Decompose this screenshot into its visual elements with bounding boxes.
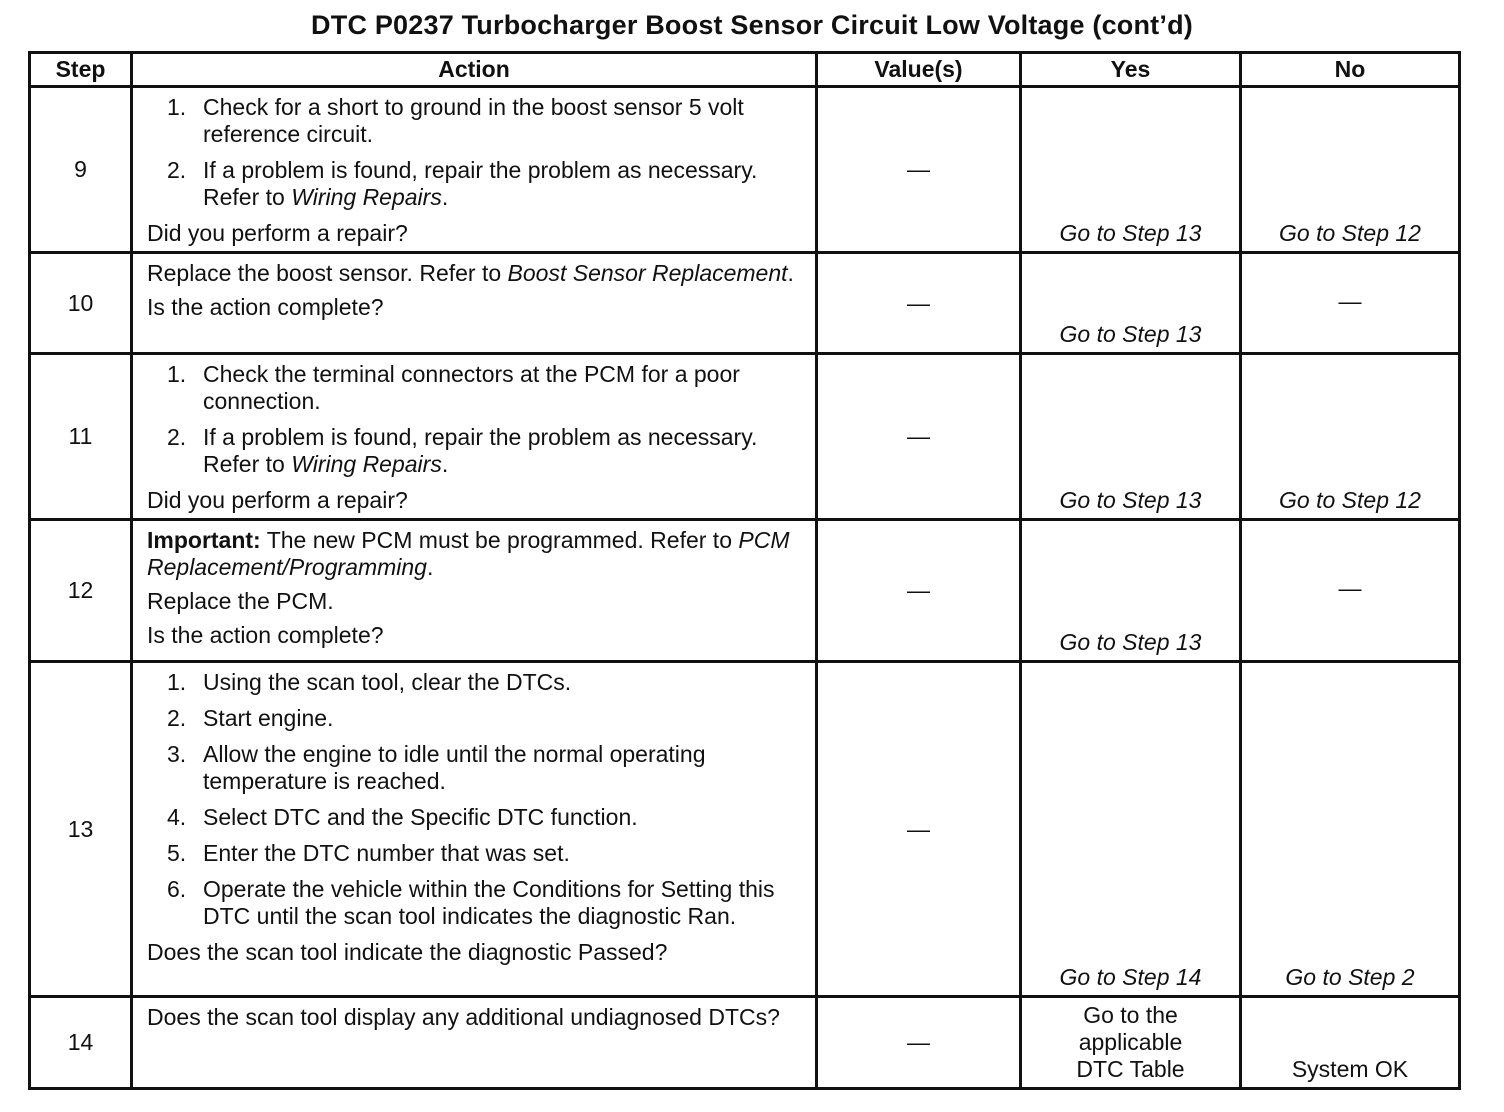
yes-cell: Go to the applicable DTC Table [1021, 997, 1241, 1089]
list-item: 6. Operate the vehicle within the Conditions for Setting this DTC until the scan tool indicates the diagnostic Ran. [167, 876, 775, 929]
step-number: 12 [30, 520, 132, 662]
list-item: 2. If a problem is found, repair the problem as necessary. Refer to Wiring Repairs. [167, 157, 758, 210]
reference-link: Wiring Repairs [291, 184, 442, 210]
yes-cell: Go to Step 13 [1021, 253, 1241, 354]
table-row [30, 662, 1460, 997]
action-question: Does the scan tool indicate the diagnostic Passed? [147, 939, 668, 965]
action-question: Did you perform a repair? [147, 487, 408, 513]
no-cell: — [1241, 520, 1460, 662]
diagnostic-table [28, 51, 1461, 1090]
action-text: Replace the PCM. [147, 588, 334, 614]
table-header-row [30, 53, 1460, 87]
header-action: Action [132, 53, 817, 87]
table-row [30, 87, 1460, 253]
list-item: 1. Using the scan tool, clear the DTCs. [167, 669, 572, 695]
list-item: 1. Check for a short to ground in the boost sensor 5 volt reference circuit. [167, 94, 744, 147]
no-cell: Go to Step 12 [1241, 87, 1460, 253]
table-row [30, 253, 1460, 354]
list-item: 1. Check the terminal connectors at the PCM for a poor connection. [167, 361, 740, 414]
yes-cell: Go to Step 14 [1021, 662, 1241, 997]
reference-link: Boost Sensor Replacement [507, 260, 788, 286]
step-number: 14 [30, 997, 132, 1089]
header-yes: Yes [1021, 53, 1241, 87]
header-step: Step [30, 53, 132, 87]
document-title: DTC P0237 Turbocharger Boost Sensor Circuit Low Voltage (cont’d) [311, 10, 1193, 40]
no-cell: System OK [1241, 997, 1460, 1089]
action-cell [132, 354, 817, 520]
value-cell: — [817, 354, 1021, 520]
value-cell: — [817, 997, 1021, 1089]
action-cell: Important: The new PCM must be programmed. Refer to PCM Replacement/Programming. Replace the PCM. Is the action complete? [132, 520, 817, 662]
value-cell: — [817, 253, 1021, 354]
list-item: 2. Start engine. [167, 705, 334, 731]
step-number: 9 [30, 87, 132, 253]
action-question: Is the action complete? [147, 294, 384, 320]
action-list [147, 669, 801, 930]
important-label: Important: [147, 527, 261, 553]
reference-link: PCM Replacement/Programming [147, 527, 790, 580]
table-row [30, 997, 1460, 1089]
action-question: Did you perform a repair? [147, 220, 408, 246]
action-cell [132, 87, 817, 253]
no-cell: Go to Step 12 [1241, 354, 1460, 520]
action-cell: Replace the boost sensor. Refer to Boost Sensor Replacement. Is the action complete? [132, 253, 817, 354]
action-list [147, 94, 801, 211]
action-question: Does the scan tool display any additional undiagnosed DTCs? [147, 1004, 780, 1030]
step-number: 11 [30, 354, 132, 520]
list-item: 3. Allow the engine to idle until the normal operating temperature is reached. [167, 741, 706, 794]
value-cell: — [817, 662, 1021, 997]
reference-link: Wiring Repairs [291, 451, 442, 477]
action-question: Is the action complete? [147, 622, 384, 648]
no-cell: Go to Step 2 [1241, 662, 1460, 997]
yes-cell: Go to Step 13 [1021, 354, 1241, 520]
value-cell: — [817, 87, 1021, 253]
step-number: 10 [30, 253, 132, 354]
list-item: 2. If a problem is found, repair the problem as necessary. Refer to Wiring Repairs. [167, 424, 758, 477]
yes-cell: Go to Step 13 [1021, 87, 1241, 253]
action-cell [132, 662, 817, 997]
no-cell: — [1241, 253, 1460, 354]
table-row [30, 354, 1460, 520]
list-item: 4. Select DTC and the Specific DTC function. [167, 804, 638, 830]
action-cell [132, 997, 817, 1089]
header-no: No [1241, 53, 1460, 87]
list-item: 5. Enter the DTC number that was set. [167, 840, 570, 866]
value-cell: — [817, 520, 1021, 662]
yes-cell: Go to Step 13 [1021, 520, 1241, 662]
action-list [147, 361, 801, 478]
step-number: 13 [30, 662, 132, 997]
header-values: Value(s) [817, 53, 1021, 87]
table-row [30, 520, 1460, 662]
